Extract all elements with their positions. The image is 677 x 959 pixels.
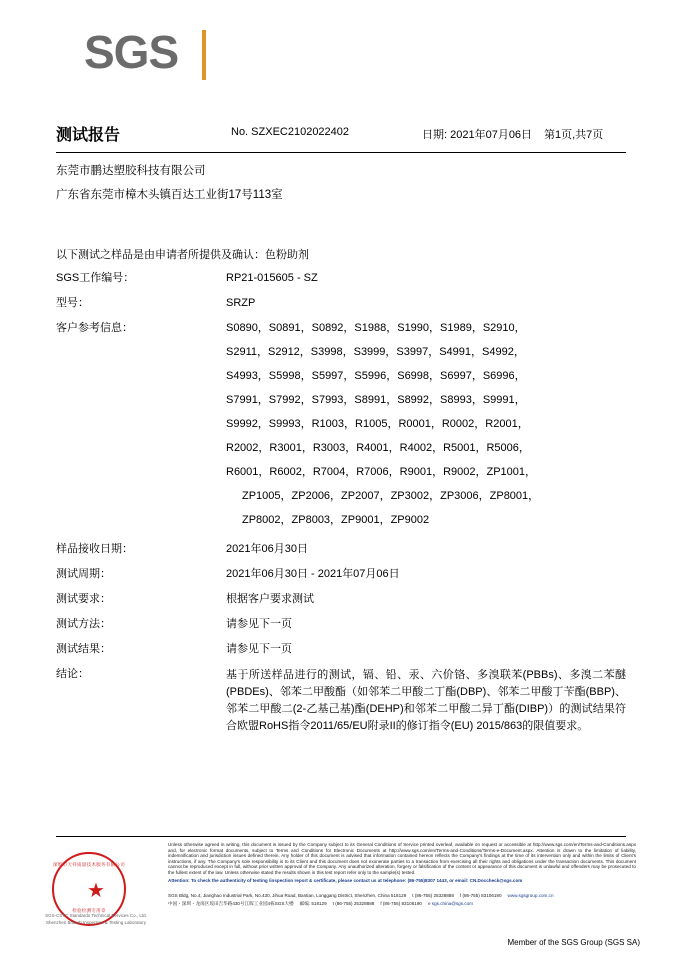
field-label: 样品接收日期： xyxy=(56,543,133,555)
reference-line: ZP1005，ZP2006，ZP2007，ZP3002，ZP3006，ZP8001， xyxy=(242,490,540,502)
company-address: 广东省东莞市樟木头镇百达工业街17号113室 xyxy=(56,189,283,201)
field-row-test-requirement xyxy=(56,592,631,607)
field-value: 2021年06月30日 - 2021年07月06日 xyxy=(226,568,400,580)
official-stamp xyxy=(40,852,152,930)
reference-line: S9992，S9993，R1003，R1005，R0001，R0002，R2001， xyxy=(226,418,529,430)
field-row-test-method xyxy=(56,617,631,632)
field-row-model xyxy=(56,296,631,311)
field-value-list xyxy=(226,321,631,528)
footer-address-block xyxy=(168,892,636,907)
reference-line: R2002，R3001，R3003，R4001，R4002，R5001，R5006， xyxy=(226,442,530,454)
report-number: No. SZXEC2102022402 xyxy=(231,126,350,138)
page-title: 测试报告 xyxy=(56,127,121,144)
footer-phone-cn: t (86-755) 25328888 xyxy=(332,900,375,906)
field-value: 根据客户要求测试 xyxy=(226,593,314,605)
field-value: 2021年06月30日 xyxy=(226,543,308,555)
sgs-logo-accent-bar xyxy=(202,30,206,80)
field-label: 客户参考信息： xyxy=(56,322,133,334)
field-value: 请参见下一页 xyxy=(226,643,292,655)
footer-terms-block xyxy=(168,842,636,884)
reference-line: S4993，S5998，S5997，S5996，S6998，S6997，S6996， xyxy=(226,370,526,382)
field-value: RP21-015605 - SZ xyxy=(226,272,318,284)
field-value: SRZP xyxy=(226,297,256,309)
field-row-test-result xyxy=(56,642,631,657)
footer-phone-en: t (86-755) 25328888 xyxy=(412,893,454,898)
sgs-logo xyxy=(84,28,204,86)
conclusion-text: 基于所送样品进行的测试，镉、铅、汞、六价铬、多溴联苯(PBBs)、多溴二苯醚(PBDEs)、邻苯二甲酸酯（如邻苯二甲酸二丁酯(DBP)、邻苯二甲酸丁苄酯(BBP)、邻苯二甲酸二(2-乙基己基)酯(DEHP)和邻苯二甲酸二异丁酯(DIBP)）的测试结果符合欧盟RoHS指令2011/65/EU附录II的修订指令(EU) 2015/863的限值要求。 xyxy=(226,669,626,732)
footer-email-cn[interactable]: e sgs.china@sgs.com xyxy=(427,900,473,906)
field-row-job-number xyxy=(56,271,631,286)
header-divider xyxy=(56,152,626,153)
stamp-arc-bottom-text: 检验检测专用章 xyxy=(72,908,106,913)
report-page-count: 第1页,共7页 xyxy=(544,129,604,141)
field-row-sample-received-date xyxy=(56,542,631,557)
field-row-conclusion xyxy=(56,667,631,735)
field-row-test-period xyxy=(56,567,631,582)
footer-website[interactable]: www.sgsgroup.com.cn xyxy=(507,893,554,898)
stamp-arc-top-text: 深圳市天祥质量技术服务有限公司 xyxy=(53,862,125,867)
field-label: 测试结果： xyxy=(56,643,111,655)
footer-address-en: SGS Bldg, No.4, Jianghao Industrial Park, No.430, Jihua Road, Bantian, Longgang District, Shenzhen, China 518129 xyxy=(168,893,407,898)
field-label: 测试周期： xyxy=(56,568,111,580)
field-label: 测试方法： xyxy=(56,618,111,630)
reference-line: S7991，S7992，S7993，S8991，S8992，S8993，S9991， xyxy=(226,394,526,406)
sample-statement: 以下测试之样品是由申请者所提供及确认：色粉助剂 xyxy=(56,249,309,261)
field-label: 结论： xyxy=(56,668,89,680)
footer-divider xyxy=(56,836,626,837)
footer-fax-cn: f (86-755) 83106190 xyxy=(380,900,422,906)
star-icon: ★ xyxy=(87,880,105,902)
footer-attention[interactable]: Attention: To check the authenticity of testing /inspection report & certificate, please contact us at telephone: (86-755)8307 1443, or email: CN.Doccheck@sgs.com xyxy=(168,877,523,883)
footer-terms: Unless otherwise agreed in writing, this document is issued by the Company subject to its General Conditions of Service printed overleaf, available on request or accessible at http://www.sgs.com/en/Terms-and-Conditions.aspx and, for electronic format documents, subject to Terms and Conditions for Electronic Documents at http://www.sgs.com/en/Terms-and-Conditions/Terms-e-Document.aspx. Attention is drawn to the limitation of liability, indemnification and jurisdiction issues defined therein. Any holder of this document is advised that information contained hereon reflects the Company's findings at the time of its intervention only and within the limits of Client's instructions, if any. The Company's sole responsibility is to its Client and this document does not exonerate parties to a transaction from exercising all their rights and obligations under the transaction documents. This document cannot be reproduced except in full, without prior written approval of the Company. Any unauthorized alteration, forgery or falsification of the content or appearance of this document is unlawful and offenders may be prosecuted to the fullest extent of the law. Unless otherwise stated the results shown in this test report refer only to the sample(s) tested. xyxy=(168,842,636,875)
footer-address-line-cn xyxy=(168,900,636,908)
footer-member-line: Member of the SGS Group (SGS SA) xyxy=(507,938,640,947)
field-value: 请参见下一页 xyxy=(226,618,292,630)
footer-address-cn: 中国・深圳・龙岗区坂田吉华路430号江晖工业园4栋SGS大楼 xyxy=(168,900,294,906)
footer-address-line-en xyxy=(168,892,636,900)
field-label: 测试要求： xyxy=(56,593,111,605)
reference-line: S0890，S0891，S0892，S1988，S1990，S1989，S2910， xyxy=(226,322,526,334)
field-label: SGS工作编号： xyxy=(56,272,135,284)
reference-line: R6001，R6002，R7004，R7006，R9001，R9002，ZP1001， xyxy=(226,466,537,478)
report-fields xyxy=(56,271,631,745)
stamp-subtitle-line1: SGS-CSTC Standards Technical Services Co., Ltd. xyxy=(45,913,147,918)
field-row-client-reference xyxy=(56,321,631,528)
footer-fax-en: f (86-755) 83106190 xyxy=(459,893,502,898)
footer-zip-cn: 邮编: 518129 xyxy=(299,900,327,906)
reference-line: ZP8002，ZP8003，ZP9001，ZP9002 xyxy=(242,514,430,526)
report-date: 日期: 2021年07月06日 xyxy=(422,129,533,141)
field-label: 型号： xyxy=(56,297,89,309)
stamp-subtitle-line2: Shenzhen Branch Inspection & Testing Laboratory xyxy=(46,920,146,925)
report-header xyxy=(56,122,626,146)
stamp-subtitle xyxy=(40,912,152,926)
sgs-logo-text: SGS xyxy=(84,26,179,78)
reference-line: S2911，S2912，S3998，S3999，S3997，S4991，S4992， xyxy=(226,346,525,358)
company-name: 东莞市鹏达塑胶科技有限公司 xyxy=(56,165,206,177)
